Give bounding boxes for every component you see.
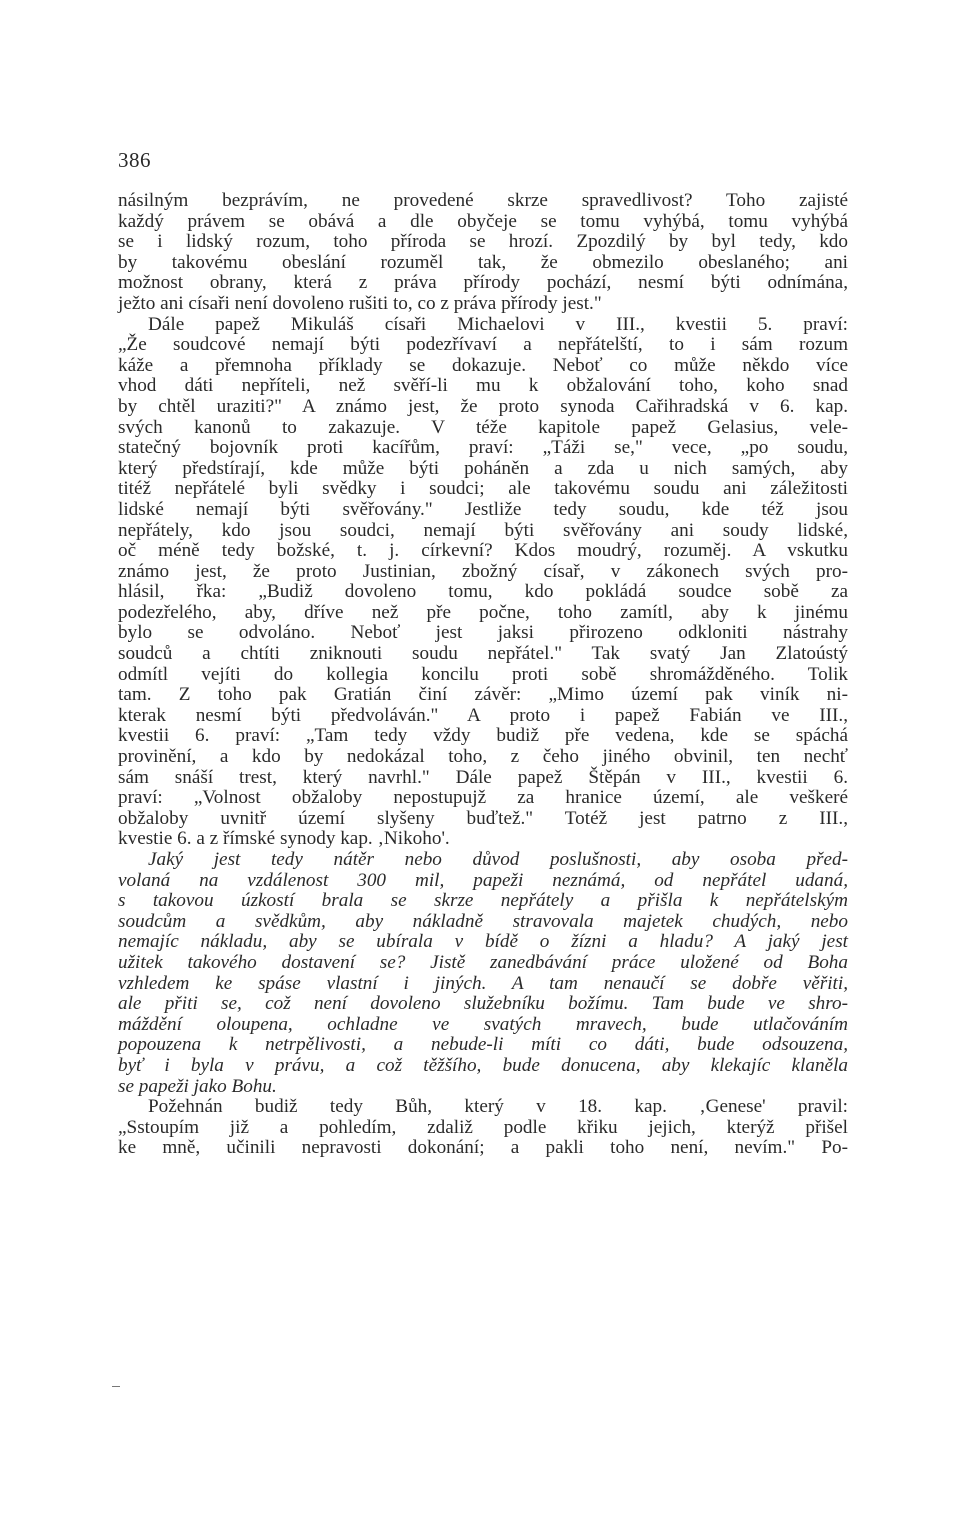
text-line: Jaký jest tedy nátěr nebo důvod poslušnosti, aby osoba před-	[148, 849, 848, 870]
text-line: násilným bezprávím, ne provedené skrze spravedlivost? Toho zajisté	[118, 190, 848, 211]
text-line: hlásil, řka: „Budiž dovoleno tomu, kdo pokládá soudce sobě za	[118, 581, 848, 603]
text-line: známo jest, že proto Justinian, zbožný císař, v zákonech svých pro-	[118, 560, 848, 582]
text-line: máždění oloupena, ochladne ve svatých mravech, bude utlačováním	[118, 1013, 848, 1035]
text-line: podezřelého, aby, dříve než pře počne, toho zamítl, aby k jinému	[118, 601, 848, 623]
text-line: statečný bojovník proti kacířům, praví: „Táži se," vece, „po soudu,	[118, 437, 848, 459]
text-line: popouzena k netrpělivosti, a nebude-li míti co dáti, bude odsouzena,	[118, 1034, 848, 1056]
text-line: byť i byla v právu, a což těžšího, bude donucena, aby klekajíc klaněla	[118, 1054, 848, 1076]
page-number: 386	[118, 148, 151, 172]
text-line: kvestie 6. a z římské synody kap. ‚Nikoho'.	[118, 828, 450, 850]
text-line: „Že soudcové nemají býti podezřívaví a nepřátelští, to i sám rozum	[118, 334, 848, 356]
text-line: by chtěl uraziti?" A známo jest, že proto synoda Cařihradská v 6. kap.	[118, 395, 848, 417]
text-line: s takovou úzkostí brala se skrze nepřátely a přišla k nepřátelským	[118, 890, 848, 912]
text-line: se papeži jako Bohu.	[118, 1075, 277, 1097]
text-line: provinění, a kdo by nedokázal toho, z čeho jiného obvinil, ten nechť	[118, 746, 848, 768]
text-line: nemajíc nákladu, aby se ubírala v bídě o žízni a hladu? A jaký jest	[118, 931, 848, 953]
text-line: ale přiti se, což není dovoleno služebníku božímu. Tam bude ve shro-	[118, 993, 848, 1015]
text-line: každý právem se obává a dle obyčeje se tomu vyhýbá, tomu vyhýbá	[118, 210, 848, 232]
text-line: Dále papež Mikuláš císaři Michaelovi v III., kvestii 5. praví:	[148, 313, 848, 335]
text-line: možnost obrany, která z práva přírody pochází, nesmí býti odnímána,	[118, 272, 848, 294]
text-line: ježto ani císaři není dovoleno rušiti to, co z práva přírody jest."	[118, 292, 602, 314]
text-line: volaná na vzdálenost 300 mil, papeži neznámá, od nepřátel udaná,	[118, 869, 848, 891]
text-line: odmítl vejíti do kollegia koncilu proti sobě shromážděného. Tolik	[118, 663, 848, 685]
text-line: praví: „Volnost obžaloby nepostupujž za hranice území, ale veškeré	[118, 787, 848, 809]
body-text	[118, 191, 848, 1159]
text-line: bylo se odvoláno. Neboť jest jaksi přirozeno odkloniti nástrahy	[118, 622, 848, 644]
text-line: oč méně tedy božské, t. j. církevní? Kdos moudrý, rozuměj. A vskutku	[118, 540, 848, 562]
text-line: soudcům a svědkům, aby nákladně stravovala majetek chudých, nebo	[118, 910, 848, 932]
text-line: Požehnán budiž tedy Bůh, který v 18. kap. ‚Genese' pravil:	[148, 1096, 848, 1118]
text-line: nepřátely, kdo jsou soudci, nemají býti svěřovány ani soudy lidské,	[118, 519, 848, 541]
text-line: sám snáší trest, který navrhl." Dále papež Štěpán v III., kvestii 6.	[118, 766, 848, 788]
text-line: užitek takového dostavení se? Jistě zanedbávání práce uložené od Boha	[118, 951, 848, 973]
text-line: se i lidský rozum, toho příroda se hrozí. Zpozdilý by byl tedy, kdo	[118, 231, 848, 253]
text-line: kterak nesmí býti předvoláván." A proto i papež Fabián ve III.,	[118, 704, 848, 726]
text-line: „Sstoupím již a pohledím, zdaliž podle křiku jejich, kterýž přišel	[118, 1116, 848, 1138]
text-line: soudců a chtíti zniknouti soudu nepřátel." Tak svatý Jan Zlatoústý	[118, 643, 848, 665]
text-line: který předstírají, kde může býti poháněn a zda u nich samých, aby	[118, 457, 848, 479]
text-line: vzhledem ke spáse vlastní i jiných. A tam nenaučí se dobře věřiti,	[118, 972, 848, 994]
text-line: tam. Z toho pak Gratián činí závěr: „Mimo území pak viník ni-	[118, 684, 848, 706]
text-line: lidské nemají býti svěřovány." Jestliže tedy soudu, kde též jsou	[118, 498, 848, 520]
text-line: svých kanonů to zakazuje. V téže kapitole papež Gelasius, vele-	[118, 416, 848, 438]
text-line: káže a přemnoha příklady se dokazuje. Neboť co může někdo více	[118, 354, 848, 376]
text-line: vhod dáti nepříteli, než svěří-li mu k obžalování toho, koho snad	[118, 375, 848, 397]
text-line: ke mně, učinili nepravosti dokonání; a pakli toho není, nevím." Po-	[118, 1137, 848, 1159]
text-line: kvestii 6. praví: „Tam tedy vždy budiž pře vedena, kde se spáchá	[118, 725, 848, 747]
text-line: by takovému obeslání rozuměl tak, že obmezilo obeslaného; ani	[118, 251, 848, 273]
text-line: obžaloby uvnitř území slyšeny buďtež." Totéž jest patrno z III.,	[118, 807, 848, 829]
text-line: titéž nepřátelé byli svědky i soudci; ale takovému soudu ani záležitosti	[118, 478, 848, 500]
margin-mark	[112, 1386, 120, 1387]
